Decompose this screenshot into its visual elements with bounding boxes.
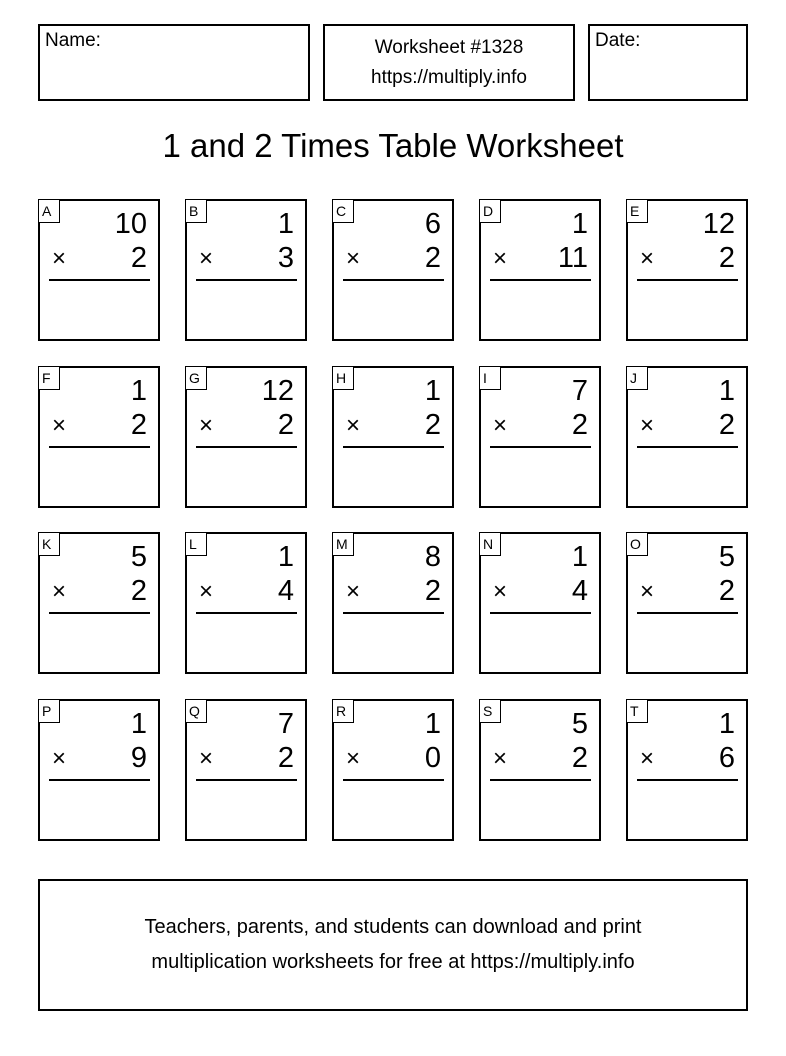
- problem-letter: A: [38, 199, 60, 223]
- problem-multiplier: 2: [130, 575, 147, 607]
- problem-letter: E: [626, 199, 648, 223]
- problem-multiplier: 4: [571, 575, 588, 607]
- problem-multiplier: 0: [424, 742, 441, 774]
- problem-multiplicand: 1: [571, 541, 588, 573]
- name-label: Name:: [45, 30, 101, 51]
- times-sign: ×: [199, 745, 214, 772]
- times-sign: ×: [52, 412, 67, 439]
- problem-letter: P: [38, 699, 60, 723]
- problem-multiplier: 11: [557, 242, 588, 274]
- problem-letter: I: [479, 366, 501, 390]
- problem-multiplier: 2: [718, 575, 735, 607]
- answer-line: [49, 446, 150, 448]
- problem-letter: F: [38, 366, 60, 390]
- problem-multiplicand: 7: [277, 708, 294, 740]
- problem-card: [479, 199, 601, 341]
- problem-multiplicand: 5: [718, 541, 735, 573]
- problem-card: [185, 699, 307, 841]
- problem-multiplier: 3: [277, 242, 294, 274]
- problem-card: [479, 699, 601, 841]
- times-sign: ×: [493, 578, 508, 605]
- answer-line: [490, 779, 591, 781]
- problem-multiplicand: 10: [114, 208, 147, 240]
- problem-multiplicand: 1: [277, 541, 294, 573]
- problem-multiplicand: 1: [571, 208, 588, 240]
- problem-letter: J: [626, 366, 648, 390]
- problem-letter: H: [332, 366, 354, 390]
- answer-line: [637, 446, 738, 448]
- problem-multiplier: 2: [571, 742, 588, 774]
- answer-line: [49, 779, 150, 781]
- problem-multiplier: 2: [718, 242, 735, 274]
- problem-multiplier: 2: [130, 242, 147, 274]
- problem-card: [38, 199, 160, 341]
- answer-line: [637, 279, 738, 281]
- problem-letter: Q: [185, 699, 207, 723]
- answer-line: [196, 446, 297, 448]
- problem-multiplier: 2: [130, 409, 147, 441]
- problem-card: [479, 366, 601, 508]
- times-sign: ×: [346, 578, 361, 605]
- page-title: 1 and 2 Times Table Worksheet: [162, 127, 624, 164]
- problem-letter: M: [332, 532, 354, 556]
- times-sign: ×: [52, 745, 67, 772]
- problem-multiplier: 2: [571, 409, 588, 441]
- problem-multiplier: 9: [130, 742, 147, 774]
- answer-line: [49, 612, 150, 614]
- problem-letter: G: [185, 366, 207, 390]
- problem-card: [38, 699, 160, 841]
- problem-card: [38, 366, 160, 508]
- problem-card: [38, 532, 160, 674]
- answer-line: [490, 446, 591, 448]
- times-sign: ×: [346, 412, 361, 439]
- times-sign: ×: [346, 245, 361, 272]
- answer-line: [637, 612, 738, 614]
- answer-line: [343, 446, 444, 448]
- problem-letter: B: [185, 199, 207, 223]
- worksheet-number: Worksheet #1328: [374, 37, 524, 58]
- problem-letter: R: [332, 699, 354, 723]
- problem-multiplicand: 12: [261, 375, 294, 407]
- answer-line: [49, 279, 150, 281]
- times-sign: ×: [493, 745, 508, 772]
- problem-multiplicand: 1: [718, 708, 735, 740]
- problem-multiplicand: 8: [424, 541, 441, 573]
- problem-letter: C: [332, 199, 354, 223]
- times-sign: ×: [199, 578, 214, 605]
- times-sign: ×: [199, 245, 214, 272]
- problem-card: [626, 532, 748, 674]
- problem-multiplier: 2: [424, 409, 441, 441]
- problem-letter: D: [479, 199, 501, 223]
- problem-letter: L: [185, 532, 207, 556]
- problem-letter: N: [479, 532, 501, 556]
- problem-card: [185, 199, 307, 341]
- times-sign: ×: [346, 745, 361, 772]
- answer-line: [196, 279, 297, 281]
- problem-card: [626, 366, 748, 508]
- problem-card: [626, 199, 748, 341]
- times-sign: ×: [52, 245, 67, 272]
- problem-card: [332, 699, 454, 841]
- problem-multiplier: 2: [277, 409, 294, 441]
- times-sign: ×: [640, 578, 655, 605]
- problem-card: [626, 699, 748, 841]
- footer-line-1: Teachers, parents, and students can download and print: [144, 916, 642, 938]
- answer-line: [196, 779, 297, 781]
- problem-multiplier: 2: [424, 575, 441, 607]
- problem-multiplier: 6: [718, 742, 735, 774]
- problem-multiplicand: 12: [702, 208, 735, 240]
- problem-letter: S: [479, 699, 501, 723]
- problem-multiplicand: 1: [424, 375, 441, 407]
- problem-card: [479, 532, 601, 674]
- answer-line: [343, 612, 444, 614]
- answer-line: [196, 612, 297, 614]
- problem-card: [332, 199, 454, 341]
- problem-multiplicand: 1: [130, 375, 147, 407]
- times-sign: ×: [640, 412, 655, 439]
- answer-line: [490, 612, 591, 614]
- problem-letter: T: [626, 699, 648, 723]
- times-sign: ×: [52, 578, 67, 605]
- problem-card: [332, 366, 454, 508]
- answer-line: [637, 779, 738, 781]
- times-sign: ×: [640, 245, 655, 272]
- problem-multiplicand: 1: [424, 708, 441, 740]
- problem-multiplier: 4: [277, 575, 294, 607]
- problem-multiplier: 2: [718, 409, 735, 441]
- problem-multiplier: 2: [424, 242, 441, 274]
- date-label: Date:: [595, 30, 641, 51]
- problem-multiplicand: 1: [718, 375, 735, 407]
- problem-card: [185, 532, 307, 674]
- worksheet-url: https://multiply.info: [371, 67, 527, 88]
- problem-multiplicand: 5: [130, 541, 147, 573]
- problem-card: [332, 532, 454, 674]
- problem-multiplicand: 6: [424, 208, 441, 240]
- problem-letter: K: [38, 532, 60, 556]
- problem-multiplicand: 1: [277, 208, 294, 240]
- answer-line: [343, 779, 444, 781]
- times-sign: ×: [493, 245, 508, 272]
- problem-multiplicand: 5: [571, 708, 588, 740]
- problem-multiplicand: 1: [130, 708, 147, 740]
- footer-box: [38, 879, 748, 1011]
- problem-letter: O: [626, 532, 648, 556]
- answer-line: [343, 279, 444, 281]
- problem-multiplier: 2: [277, 742, 294, 774]
- answer-line: [490, 279, 591, 281]
- times-sign: ×: [199, 412, 214, 439]
- times-sign: ×: [640, 745, 655, 772]
- problem-multiplicand: 7: [571, 375, 588, 407]
- times-sign: ×: [493, 412, 508, 439]
- problem-card: [185, 366, 307, 508]
- footer-line-2: multiplication worksheets for free at https://multiply.info: [151, 951, 635, 973]
